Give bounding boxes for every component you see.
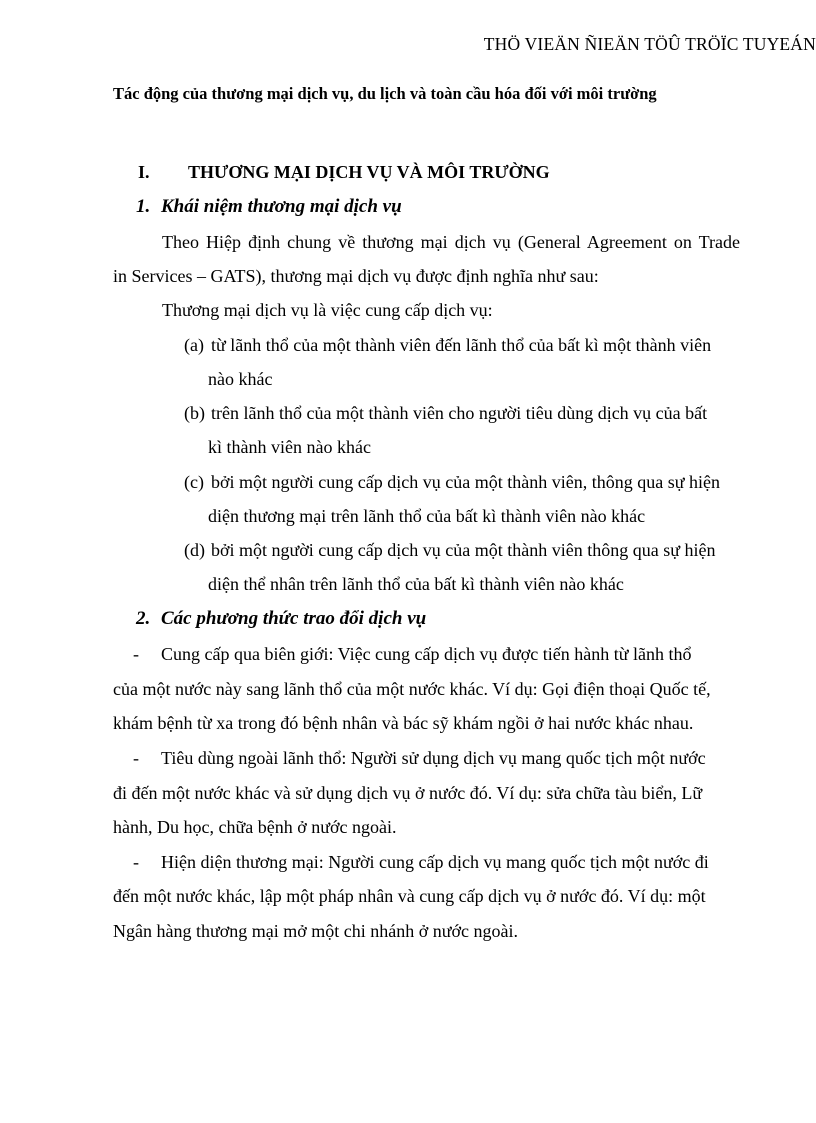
- dash-bullet: -: [133, 748, 139, 768]
- mode-line-3: Ngân hàng thương mại mở một chi nhánh ở nước ngoài.: [113, 921, 519, 941]
- mode-text: Tiêu dùng ngoài lãnh thổ: Người sử dụng dịch vụ mang quốc tịch một nước: [161, 748, 706, 768]
- mode-line-1: [113, 748, 740, 769]
- dash-bullet: -: [133, 852, 139, 872]
- mode-line-3: khám bệnh từ xa trong đó bệnh nhân và bác sỹ khám ngồi ở hai nước khác nhau.: [113, 713, 694, 733]
- item-label: (a): [184, 335, 204, 355]
- document-title: Tác động của thương mại dịch vụ, du lịch và toàn cầu hóa đối với môi trường: [113, 84, 657, 103]
- definition-item-d: [184, 540, 740, 594]
- mode-line-2: đi đến một nước khác và sử dụng dịch vụ ở nước đó. Ví dụ: sửa chữa tàu biển, Lữ: [113, 783, 703, 803]
- item-label: (b): [184, 403, 205, 423]
- subsection-number: 1.: [136, 196, 151, 217]
- mode-line-1: [113, 852, 740, 873]
- item-text-line-2: kì thành viên nào khác: [208, 437, 371, 457]
- mode-text: Cung cấp qua biên giới: Việc cung cấp dịch vụ được tiến hành từ lãnh thổ: [161, 644, 692, 664]
- mode-line-3: hành, Du học, chữa bệnh ở nước ngoài.: [113, 817, 397, 837]
- subsection-number: 2.: [136, 608, 151, 629]
- mode-line-1: [113, 644, 740, 665]
- item-label: (c): [184, 472, 204, 492]
- definition-item-a: [184, 335, 740, 389]
- intro-line-2: in Services – GATS), thương mại dịch vụ được định nghĩa như sau:: [113, 266, 599, 286]
- item-text-line-1: trên lãnh thổ của một thành viên cho người tiêu dùng dịch vụ của bất: [211, 403, 708, 423]
- section-heading: [138, 162, 550, 183]
- item-text-line-1: từ lãnh thổ của một thành viên đến lãnh thổ của bất kì một thành viên: [211, 335, 712, 355]
- item-text-line-1: bởi một người cung cấp dịch vụ của một thành viên thông qua sự hiện: [211, 540, 716, 560]
- section-title: THƯƠNG MẠI DỊCH VỤ VÀ MÔI TRƯỜNG: [188, 162, 550, 182]
- definition-lead: Thương mại dịch vụ là việc cung cấp dịch vụ:: [162, 300, 493, 320]
- mode-text: Hiện diện thương mại: Người cung cấp dịch vụ mang quốc tịch một nước đi: [161, 852, 709, 872]
- running-header: THÖ VIEÄN ÑIEÄN TÖÛ TRÖÏC TUYEÁN: [483, 34, 816, 54]
- mode-line-2: của một nước này sang lãnh thổ của một nước khác. Ví dụ: Gọi điện thoại Quốc tế,: [113, 679, 711, 699]
- subsection-title: Các phương thức trao đổi dịch vụ: [161, 608, 427, 629]
- item-text-line-2: nào khác: [208, 369, 273, 389]
- item-text-line-2: diện thể nhân trên lãnh thổ của bất kì thành viên nào khác: [208, 574, 624, 594]
- definition-item-c: [184, 472, 740, 526]
- definition-item-b: [184, 403, 740, 457]
- subsection-heading-2: [136, 608, 426, 630]
- dash-bullet: -: [133, 644, 139, 664]
- section-number: I.: [138, 162, 150, 182]
- item-text-line-2: diện thương mại trên lãnh thổ của bất kì thành viên nào khác: [208, 506, 646, 526]
- item-label: (d): [184, 540, 205, 560]
- intro-line-1: Theo Hiệp định chung về thương mại dịch vụ (General Agreement on Trade: [162, 232, 740, 252]
- item-text-line-1: bởi một người cung cấp dịch vụ của một thành viên, thông qua sự hiện: [211, 472, 720, 492]
- mode-line-2: đến một nước khác, lập một pháp nhân và cung cấp dịch vụ ở nước đó. Ví dụ: một: [113, 886, 706, 906]
- subsection-heading-1: [136, 196, 402, 218]
- subsection-title: Khái niệm thương mại dịch vụ: [161, 196, 402, 217]
